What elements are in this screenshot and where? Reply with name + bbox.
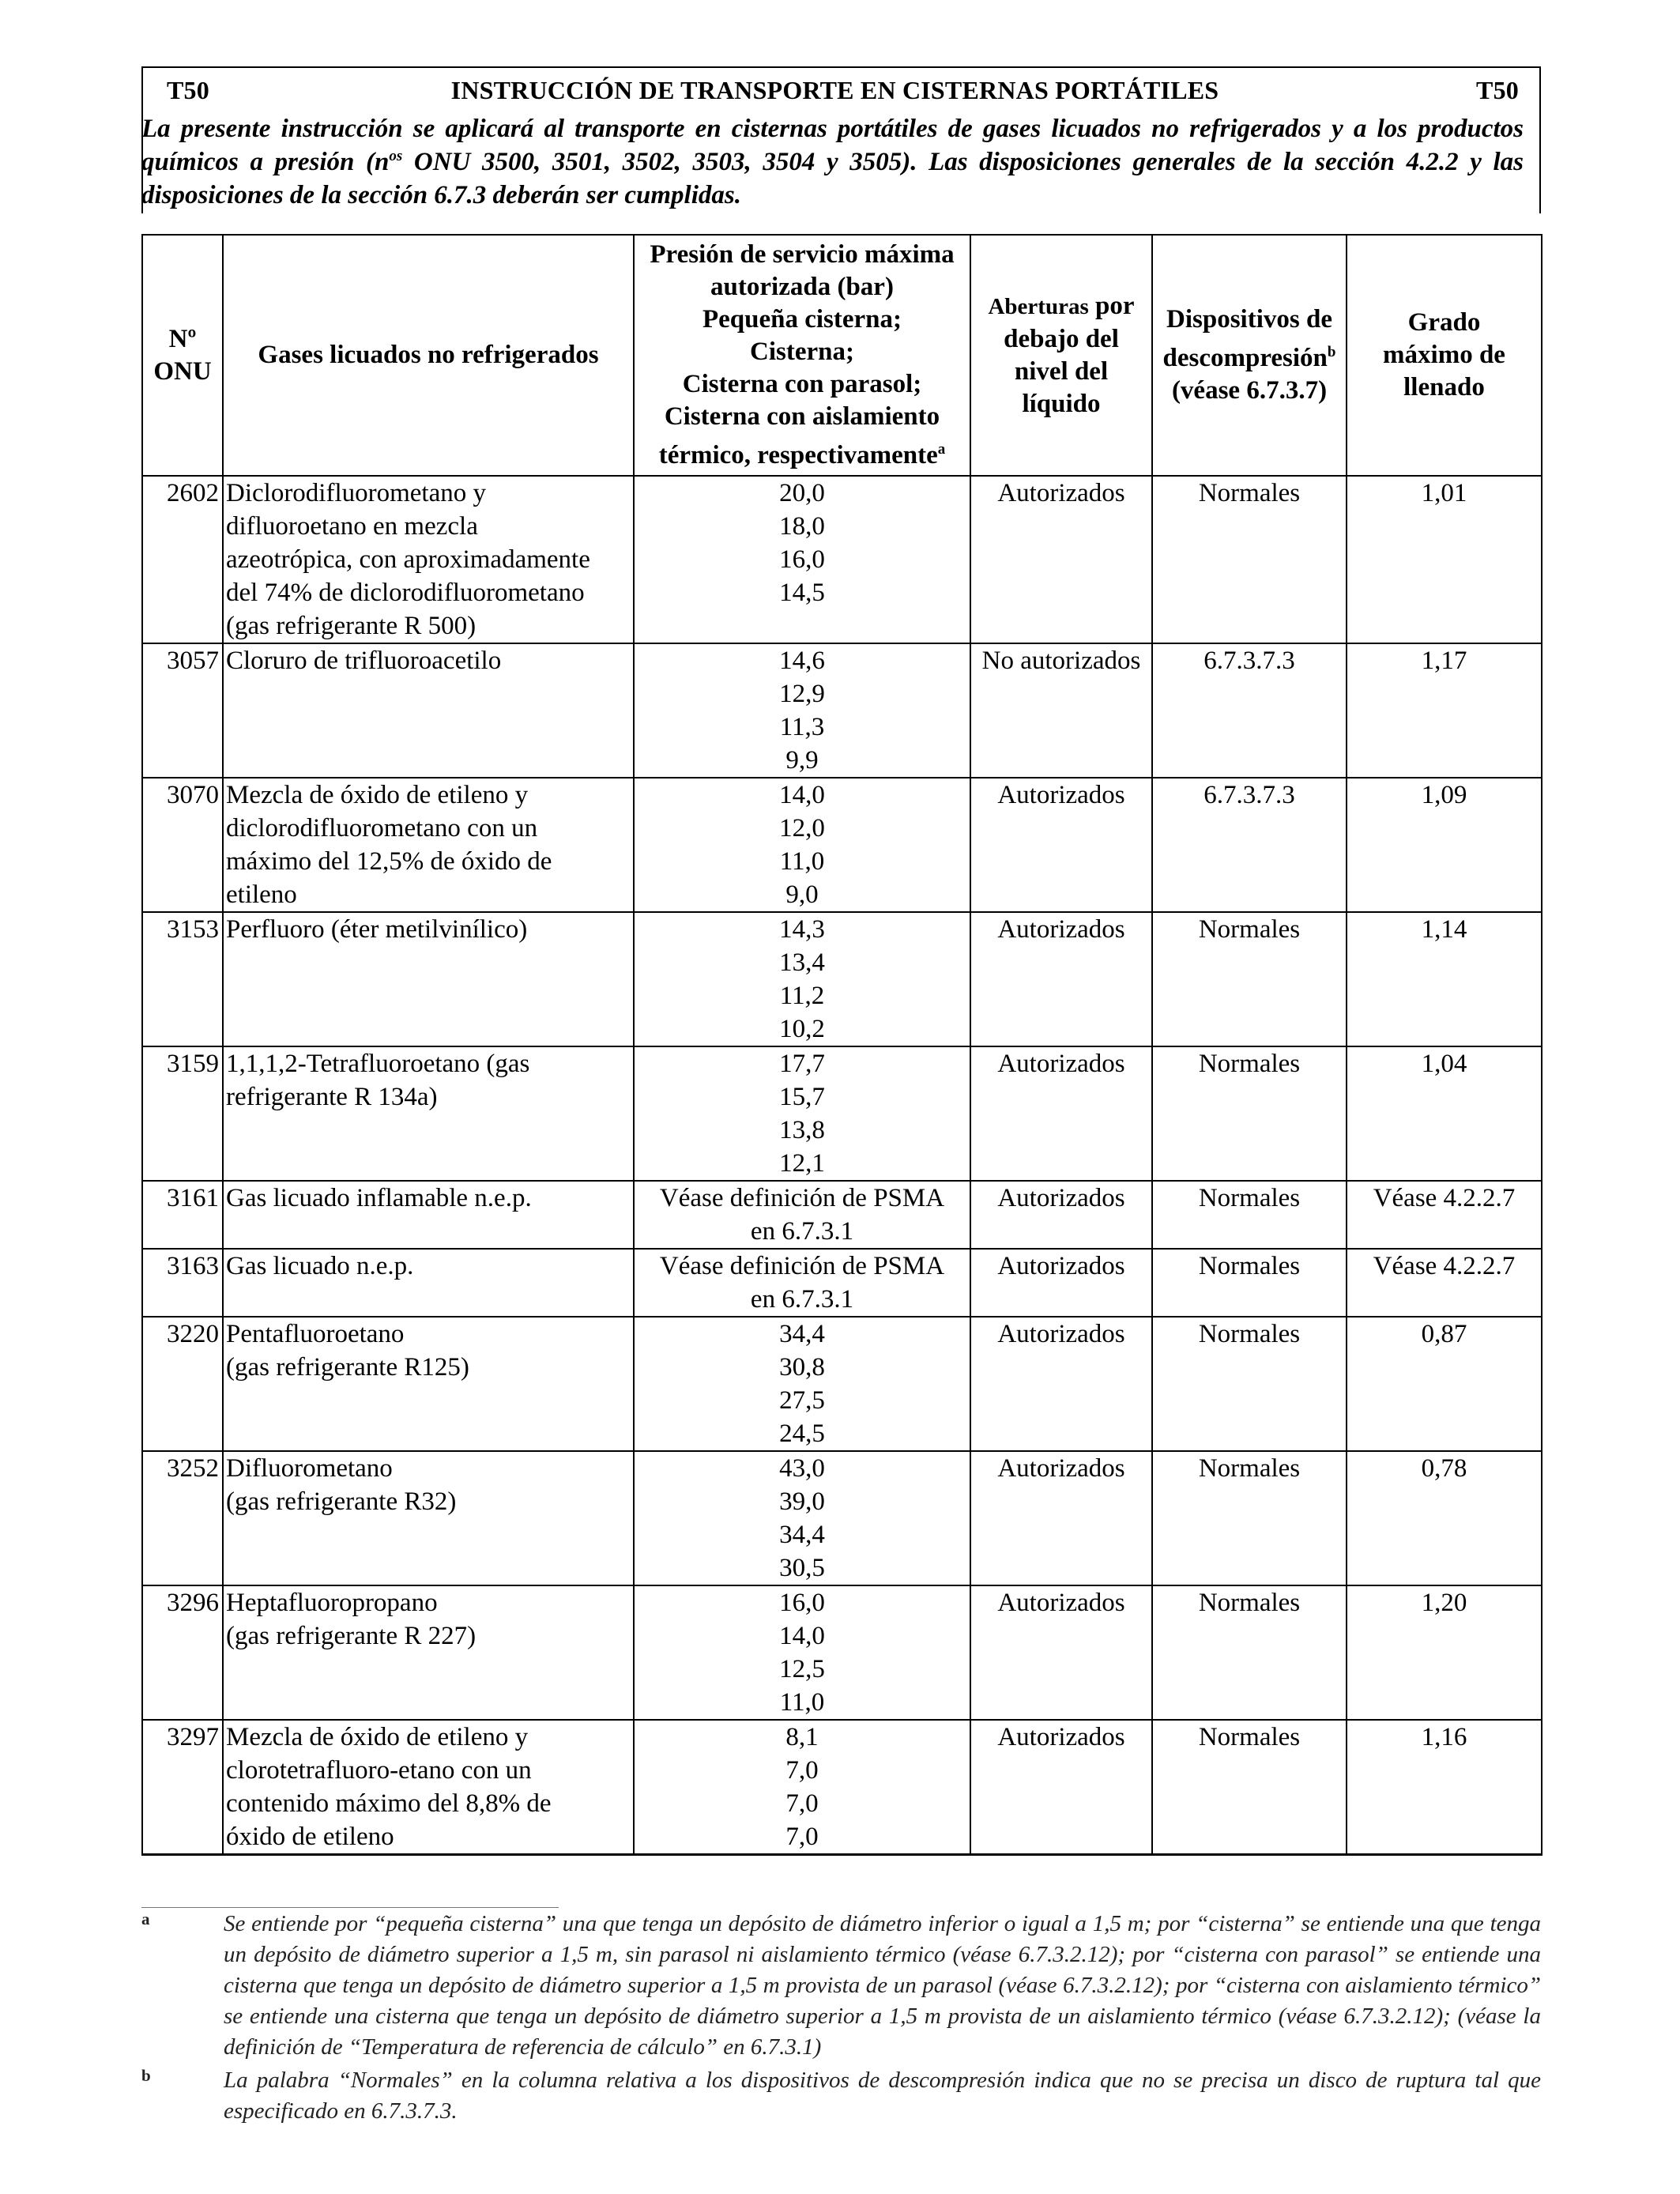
onu-number: 3057 xyxy=(142,643,223,778)
table-row xyxy=(142,778,1542,912)
pressure-values: 14,0 12,0 11,0 9,0 xyxy=(634,778,970,912)
openings-value: Autorizados xyxy=(970,1720,1152,1855)
pressure-values: 34,4 30,8 27,5 24,5 xyxy=(634,1317,970,1451)
pressure-values: 14,6 12,9 11,3 9,9 xyxy=(634,643,970,778)
pressure-values: 14,3 13,4 11,2 10,2 xyxy=(634,912,970,1046)
pressure-values: 16,0 14,0 12,5 11,0 xyxy=(634,1585,970,1720)
table-row xyxy=(142,476,1542,643)
table-row xyxy=(142,1317,1542,1451)
col-openings: Aberturas por debajo del nivel del líquido xyxy=(970,235,1152,476)
onu-number: 3296 xyxy=(142,1585,223,1720)
onu-number: 3161 xyxy=(142,1181,223,1249)
openings-value: Autorizados xyxy=(970,912,1152,1046)
gases-table xyxy=(141,234,1543,1856)
pressure-values: 43,0 39,0 34,4 30,5 xyxy=(634,1451,970,1585)
filling-value: 1,17 xyxy=(1347,643,1542,778)
onu-number: 3163 xyxy=(142,1249,223,1317)
pressure-values: 8,1 7,0 7,0 7,0 xyxy=(634,1720,970,1855)
intro-text-b: ONU 3500, 3501, 3502, 3503, 3504 y 3505). Las disposiciones generales de la sección 4.2.2 y las disposiciones de la sección 6.7.3 deberán ser cumplidas. xyxy=(141,148,1524,209)
table-row xyxy=(142,1046,1542,1181)
table-row xyxy=(142,1720,1542,1855)
intro-paragraph xyxy=(141,112,1524,213)
table-row xyxy=(142,643,1542,778)
gas-name: Difluorometano (gas refrigerante R32) xyxy=(223,1451,634,1585)
openings-value: Autorizados xyxy=(970,1046,1152,1181)
footnote-text: La palabra “Normales” en la columna relativa a los dispositivos de descompresión indica que no se precisa un disco de ruptura tal que especificado en 6.7.3.7.3. xyxy=(224,2068,1541,2124)
col-filling: Grado máximo de llenado xyxy=(1347,235,1542,476)
onu-number: 2602 xyxy=(142,476,223,643)
code-right: T50 xyxy=(1476,75,1519,104)
relief-value: Normales xyxy=(1152,476,1347,643)
openings-value: Autorizados xyxy=(970,778,1152,912)
relief-value: Normales xyxy=(1152,1046,1347,1181)
col-pressure: Presión de servicio máxima autorizada (bar) Pequeña cisterna; Cisterna; Cisterna con parasol; Cisterna con aislamiento térmico, respectivamente$^a$ xyxy=(634,235,970,476)
filling-value: 0,87 xyxy=(1347,1317,1542,1451)
openings-value: Autorizados xyxy=(970,1317,1152,1451)
page-title: INSTRUCCIÓN DE TRANSPORTE EN CISTERNAS PORTÁTILES xyxy=(450,75,1219,104)
relief-value: Normales xyxy=(1152,1317,1347,1451)
instruction-box xyxy=(141,66,1541,213)
pressure-values: 20,0 18,0 16,0 14,5 xyxy=(634,476,970,643)
gas-name: Gas licuado inflamable n.e.p. xyxy=(223,1181,634,1249)
openings-value: Autorizados xyxy=(970,1249,1152,1317)
relief-value: Normales xyxy=(1152,1181,1347,1249)
openings-value: Autorizados xyxy=(970,476,1152,643)
table-header-row xyxy=(142,235,1542,476)
intro-sup: os xyxy=(389,148,403,164)
col-gases: Gases licuados no refrigerados xyxy=(223,235,634,476)
onu-number: 3153 xyxy=(142,912,223,1046)
gas-name: Perfluoro (éter metilvinílico) xyxy=(223,912,634,1046)
filling-value: 0,78 xyxy=(1347,1451,1542,1585)
filling-value: 1,04 xyxy=(1347,1046,1542,1181)
gas-name: Diclorodifluorometano y difluoroetano en mezcla azeotrópica, con aproximadamente del 74% de diclorodifluorometano (gas refrigerante R 500) xyxy=(223,476,634,643)
footnote-b xyxy=(141,2065,1541,2127)
table-row xyxy=(142,1249,1542,1317)
gas-name: Mezcla de óxido de etileno y diclorodifluorometano con un máximo del 12,5% de óxido de etileno xyxy=(223,778,634,912)
onu-number: 3297 xyxy=(142,1720,223,1855)
code-left: T50 xyxy=(167,75,209,104)
filling-value: Véase 4.2.2.7 xyxy=(1347,1181,1542,1249)
footnote-rule xyxy=(141,1907,559,1908)
gas-name: Cloruro de trifluoroacetilo xyxy=(223,643,634,778)
filling-value: 1,16 xyxy=(1347,1720,1542,1855)
filling-value: 1,09 xyxy=(1347,778,1542,912)
gas-name: Mezcla de óxido de etileno y clorotetrafluoro-etano con un contenido máximo del 8,8% de óxido de etileno xyxy=(223,1720,634,1855)
gas-name: Gas licuado n.e.p. xyxy=(223,1249,634,1317)
pressure-values: Véase definición de PSMA en 6.7.3.1 xyxy=(634,1249,970,1317)
onu-number: 3070 xyxy=(142,778,223,912)
onu-number: 3220 xyxy=(142,1317,223,1451)
table-row xyxy=(142,1451,1542,1585)
pressure-values: 17,7 15,7 13,8 12,1 xyxy=(634,1046,970,1181)
relief-value: Normales xyxy=(1152,1451,1347,1585)
footnote-a xyxy=(141,1909,1541,2063)
openings-value: No autorizados xyxy=(970,643,1152,778)
relief-value: 6.7.3.7.3 xyxy=(1152,643,1347,778)
relief-value: Normales xyxy=(1152,1585,1347,1720)
table-row xyxy=(142,912,1542,1046)
relief-value: 6.7.3.7.3 xyxy=(1152,778,1347,912)
gas-name: 1,1,1,2-Tetrafluoroetano (gas refrigerante R 134a) xyxy=(223,1046,634,1181)
table-row xyxy=(142,1181,1542,1249)
filling-value: 1,14 xyxy=(1347,912,1542,1046)
openings-value: Autorizados xyxy=(970,1585,1152,1720)
col-relief: Dispositivos de descompresión$^b$ (véase 6.7.3.7) xyxy=(1152,235,1347,476)
footnote-mark: b xyxy=(141,2066,151,2085)
filling-value: 1,20 xyxy=(1347,1585,1542,1720)
gas-name: Pentafluoroetano (gas refrigerante R125) xyxy=(223,1317,634,1451)
relief-value: Normales xyxy=(1152,912,1347,1046)
pressure-values: Véase definición de PSMA en 6.7.3.1 xyxy=(634,1181,970,1249)
col-onu: Nº ONU xyxy=(142,235,223,476)
title-row xyxy=(143,68,1539,112)
footnote-mark: a xyxy=(141,1909,150,1928)
onu-number: 3159 xyxy=(142,1046,223,1181)
openings-value: Autorizados xyxy=(970,1451,1152,1585)
openings-value: Autorizados xyxy=(970,1181,1152,1249)
filling-value: 1,01 xyxy=(1347,476,1542,643)
intro-text-a: La presente instrucción se aplicará al transporte en cisternas portátiles de gases licuados no refrigerados y a los productos químicos a presión (n xyxy=(141,115,1524,176)
relief-value: Normales xyxy=(1152,1249,1347,1317)
table-row xyxy=(142,1585,1542,1720)
footnote-text: Se entiende por “pequeña cisterna” una que tenga un depósito de diámetro inferior o igual a 1,5 m; por “cisterna” se entiende una que tenga un depósito de diámetro superior a 1,5 m, sin parasol ni aislamiento térmico (véase 6.7.3.2.12); por “cisterna con parasol” se entiende una cisterna que tenga un depósito de diámetro superior a 1,5 m provista de un parasol (véase 6.7.3.2.12); por “cisterna con aislamiento térmico” se entiende una cisterna que tenga un depósito de diámetro superior a 1,5 m provista de un aislamiento térmico (véase 6.7.3.2.12); (véase la definición de “Temperatura de referencia de cálculo” en 6.7.3.1) xyxy=(224,1911,1541,2060)
gas-name: Heptafluoropropano (gas refrigerante R 227) xyxy=(223,1585,634,1720)
filling-value: Véase 4.2.2.7 xyxy=(1347,1249,1542,1317)
relief-value: Normales xyxy=(1152,1720,1347,1855)
onu-number: 3252 xyxy=(142,1451,223,1585)
